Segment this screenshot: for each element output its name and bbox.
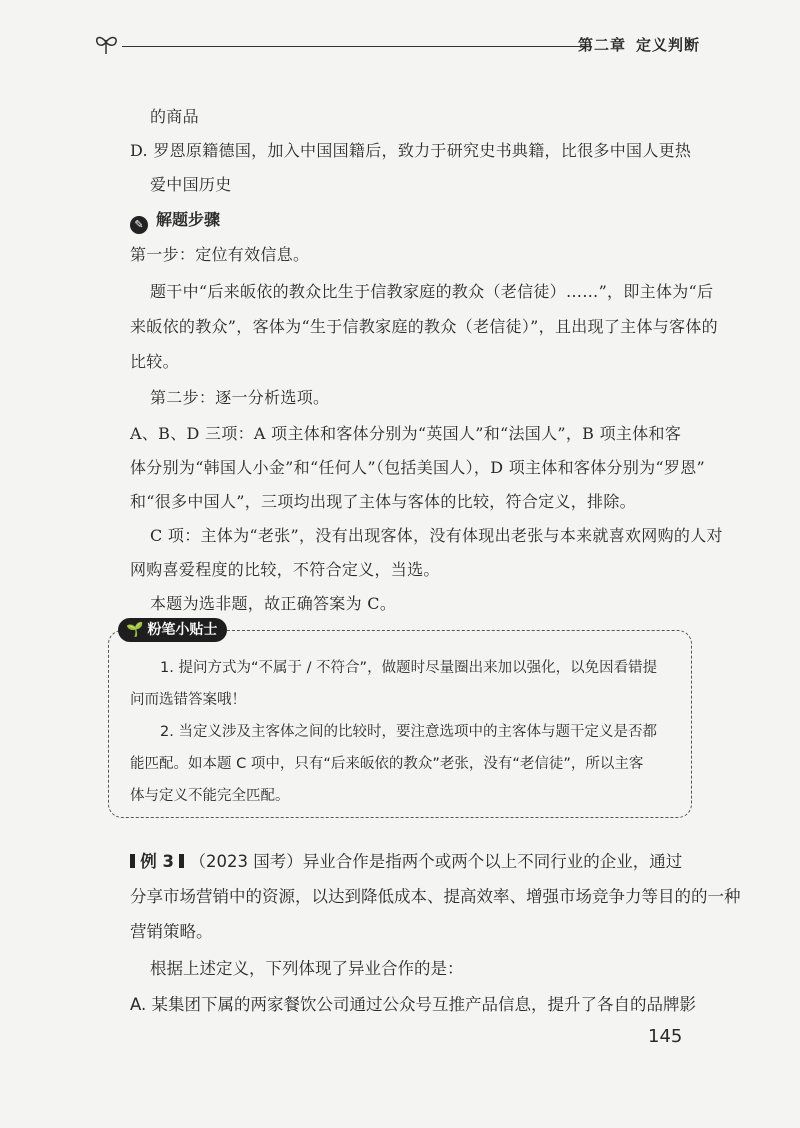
sprout-icon: 🌱 [126,622,144,638]
options-abd-line-1: A、B、D 三项：A 项主体和客体分别为“英国人”和“法国人”，B 项主体和客 [130,424,682,443]
analysis-line-3: 比较。 [130,352,179,371]
option-c-analysis-1: C 项：主体为“老张”，没有出现客体，没有体现出老张与本来就喜欢网购的人对 [150,526,723,545]
chapter-heading [568,34,700,55]
example-text: （2023 国考）异业合作是指两个或两个以上不同行业的企业，通过 [189,852,683,871]
step-2: 第二步：逐一分析选项。 [150,388,330,407]
page-number: 145 [648,1026,683,1047]
option-d-line-1: D. 罗恩原籍德国，加入中国国籍后，致力于研究史书典籍，比很多中国人更热 [130,141,692,160]
analysis-line-2: 来皈依的教众”，客体为“生于信教家庭的教众（老信徒）”，且出现了主体与客体的 [130,317,718,336]
tip-2-line-1: 2. 当定义涉及主客体之间的比较时，要注意选项中的主客体与题干定义是否都 [160,724,657,740]
tip-1-line-2: 问而选错答案哦！ [130,692,246,708]
chapter-number: 第二章 [577,36,626,54]
page-header [92,32,700,62]
tip-2-line-2: 能匹配。如本题 C 项中，只有“后来皈依的教众”老张，没有“老信徒”，所以主客 [130,756,644,772]
sprout-leaf-icon [92,32,122,60]
analysis-line-1: 题干中“后来皈依的教众比生于信教家庭的教众（老信徒）……”，即主体为“后 [150,282,714,301]
example-bar-right [179,854,184,868]
answer-line: 本题为选非题，故正确答案为 C。 [150,594,397,613]
example-line-1 [130,848,682,872]
tip-2-line-3: 体与定义不能完全匹配。 [130,788,290,804]
example-line-2: 分享市场营销中的资源，以达到降低成本、提高效率、增强市场竞争力等目的的一种 [130,887,741,906]
pen-circle-icon: ✎ [130,216,148,234]
options-abd-line-3: 和“很多中国人”，三项均出现了主体与客体的比较，符合定义，排除。 [130,492,636,511]
example-option-a: A. 某集团下属的两家餐饮公司通过公众号互推产品信息，提升了各自的品牌影 [130,995,696,1014]
tip-label [118,618,227,642]
steps-title [130,207,220,234]
example-line-3: 营销策略。 [130,922,213,941]
step-1: 第一步：定位有效信息。 [130,245,310,264]
tip-1-line-1: 1. 提问方式为“不属于 / 不符合”，做题时尽量圈出来加以强化，以免因看错提 [160,660,658,676]
tip-label-text: 粉笔小贴士 [147,622,218,638]
options-abd-line-2: 体分别为“韩国人小金”和“任何人”（包括美国人），D 项主体和客体分别为“罗恩” [130,458,705,477]
example-tag: 例 3 [140,852,174,871]
option-c-analysis-2: 网购喜爱程度的比较，不符合定义，当选。 [130,560,440,579]
chapter-title: 定义判断 [635,36,700,54]
option-c-continuation: 的商品 [150,107,199,126]
header-rule [122,46,592,47]
example-bar-left [130,854,135,868]
option-d-line-2: 爱中国历史 [150,175,232,194]
example-question: 根据上述定义，下列体现了异业合作的是： [150,959,464,978]
steps-title-text: 解题步骤 [156,210,221,229]
